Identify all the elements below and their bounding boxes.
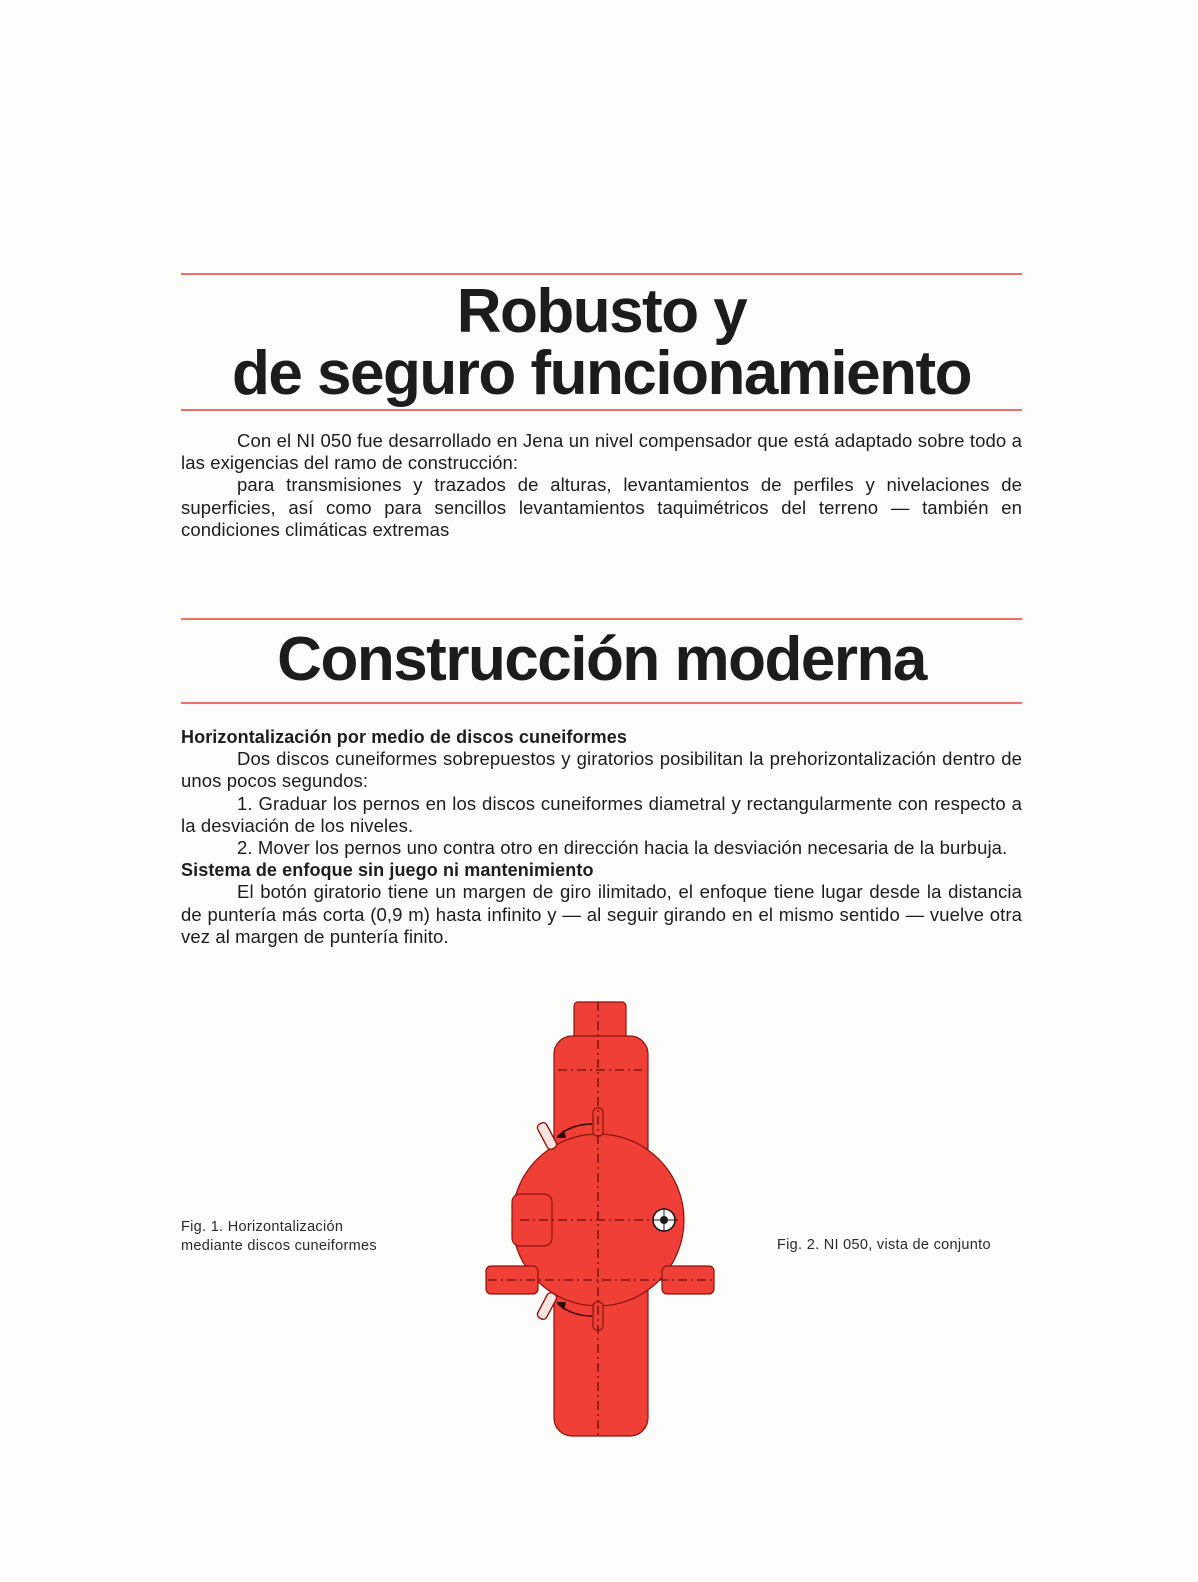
section1-title-line2: de seguro funcionamiento <box>231 339 972 408</box>
section1-body <box>181 430 1022 541</box>
numbered-step: 1. Graduar los pernos en los discos cuneiformes diametral y rectangularmente con respecto a la desviación de los niveles. <box>181 792 1022 836</box>
level-instrument-illustration <box>480 998 720 1440</box>
foot-screw-right <box>662 1266 714 1294</box>
fig2-caption: Fig. 2. NI 050, vista de conjunto <box>777 1237 991 1253</box>
subheading: Sistema de enfoque sin juego ni mantenimiento <box>181 860 594 881</box>
numbered-step: 2. Mover los pernos uno contra otro en dirección hacia la desviación necesaria de la burbuja. <box>237 837 1008 859</box>
body-paragraph: El botón giratorio tiene un margen de giro ilimitado, el enfoque tiene lugar desde la distancia de puntería más corta (0,9 m) hasta infinito y — al seguir girando en el mismo sentido — vuelve otra vez al margen de puntería finito. <box>181 881 1022 947</box>
divider-rule <box>181 409 1022 411</box>
section1-title-line1: Robusto y <box>456 277 747 346</box>
section2-body <box>181 726 1022 948</box>
divider-rule <box>181 618 1022 620</box>
section2-title: Construcción moderna <box>277 625 926 694</box>
fig1-caption-line2: mediante discos cuneiformes <box>181 1238 377 1254</box>
section1-paragraph: Con el NI 050 fue desarrollado en Jena un nivel compensador que está adaptado sobre todo a las exigencias del ramo de construcción: <box>181 430 1022 474</box>
fig1-caption <box>181 1218 377 1256</box>
subheading: Horizontalización por medio de discos cuneiformes <box>181 727 627 747</box>
divider-rule <box>181 702 1022 704</box>
fig1-caption-line1: Fig. 1. Horizontalización <box>181 1219 344 1235</box>
body-paragraph: Dos discos cuneiformes sobrepuestos y giratorios posibilitan la prehorizontalización dentro de unos pocos segundos: <box>181 748 1022 792</box>
section1-paragraph: para transmisiones y trazados de alturas, levantamientos de perfiles y nivelaciones de superficies, así como para sencillos levantamientos taquimétricos del terreno — también en condiciones climáticas extremas <box>181 474 1022 540</box>
divider-rule <box>181 273 1022 275</box>
